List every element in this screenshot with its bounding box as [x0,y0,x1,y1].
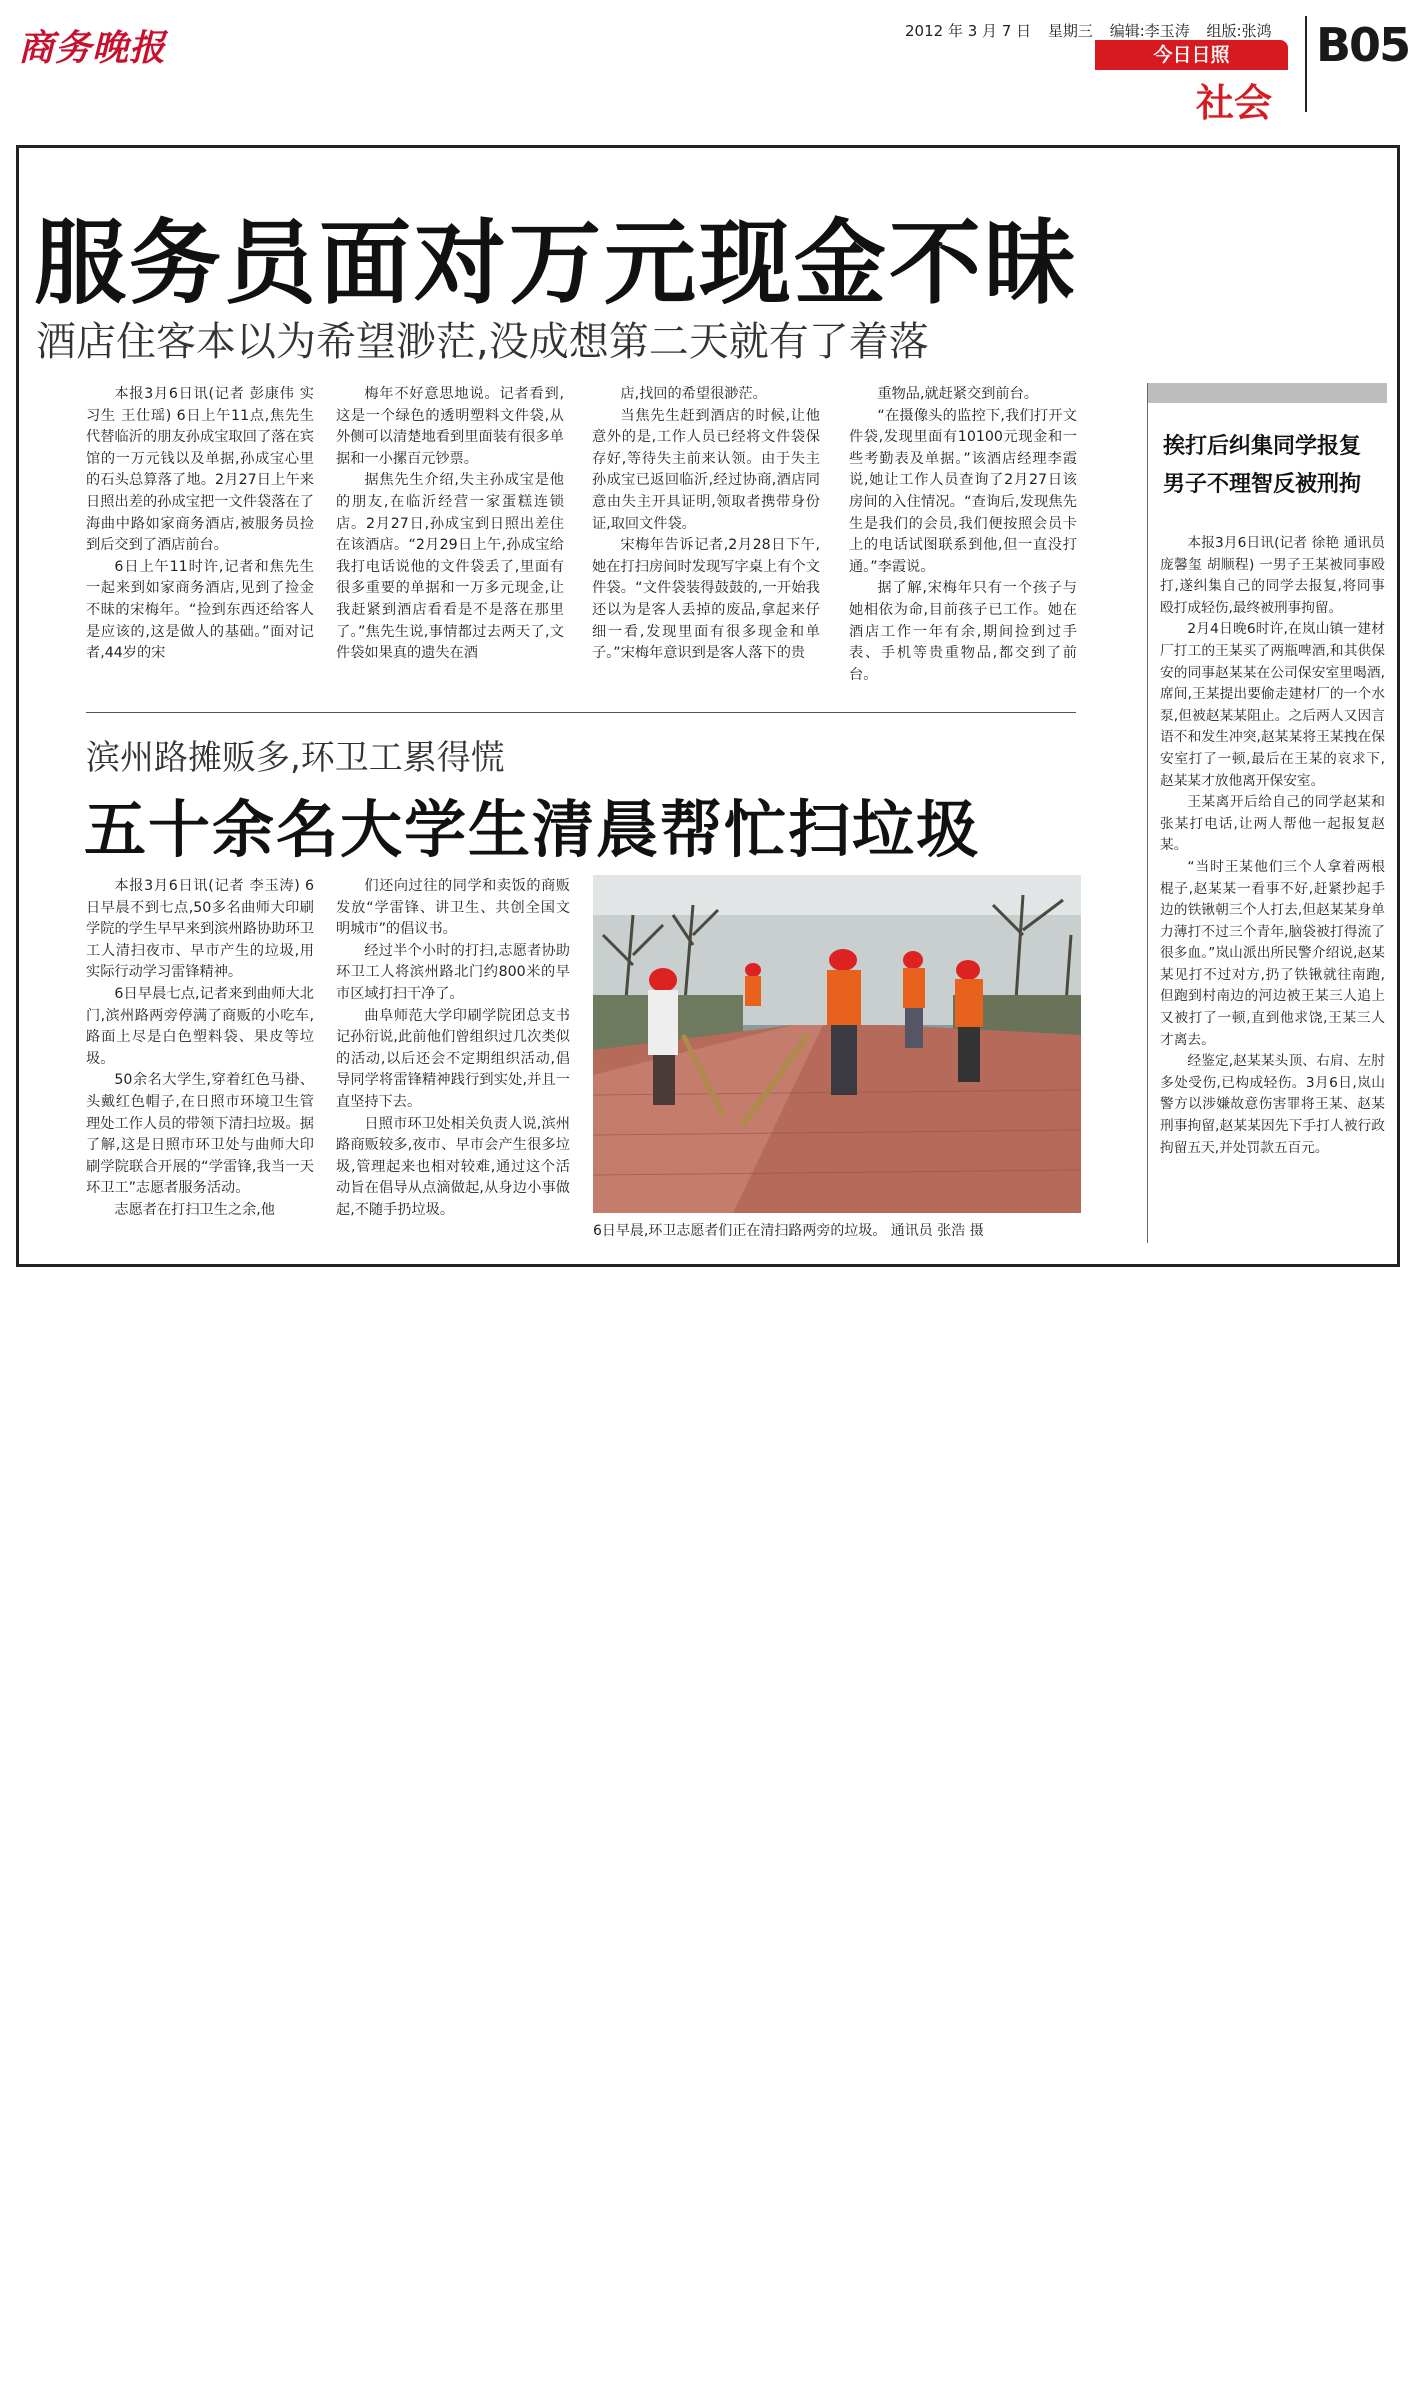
paragraph: 6日早晨七点,记者来到曲师大北门,滨州路两旁停满了商贩的小吃车,路面上尽是白色塑料袋、果皮等垃圾。 [86,985,314,1067]
paragraph: 50余名大学生,穿着红色马褂、头戴红色帽子,在日照市环境卫生管理处工作人员的带领下清扫垃圾。据了解,这是日照市环卫处与曲师大印刷学院联合开展的“学雷锋,我当一天环卫工”志愿者服务活动。 [86,1072,314,1197]
story2-column-1 [86,876,314,1222]
page-number: B05 [1316,18,1410,72]
sidebar-headline-line-1: 挨打后纠集同学报复 [1163,434,1362,459]
paragraph: 当焦先生赶到酒店的时候,让他意外的是,工作人员已经将文件袋保存好,等待失主前来认领。由于失主孙成宝已返回临沂,经过协商,酒店同意由失主开具证明,领取者携带身份证,取回文件袋。 [592,407,820,532]
layout-credit: 组版:张鸿 [1206,22,1272,40]
section-title: 社会 [1196,81,1273,125]
paragraph: 本报3月6日讯(记者 徐艳 通讯员 庞馨玺 胡顺程) 一男子王某被同事殴打,遂纠集自己的同学去报复,将同事殴打成轻伤,最终被刑事拘留。 [1160,535,1385,616]
story2-headline: 五十余名大学生清晨帮忙扫垃圾 [84,793,981,866]
paragraph: 经过半个小时的打扫,志愿者协助环卫工人将滨州路北门约800米的早市区域打扫干净了。 [336,942,570,1002]
story-divider [86,712,1076,713]
sidebar-headline-line-2: 男子不理智反被刑拘 [1163,472,1362,497]
sidebar-body [1160,533,1385,1159]
newspaper-logo: 商务晚报 [18,27,167,69]
masthead-divider [1305,16,1307,112]
story1-column-2 [336,384,564,665]
paragraph: 们还向过往的同学和卖饭的商贩发放“学雷锋、讲卫生、共创全国文明城市”的倡议书。 [336,878,570,938]
paragraph: 本报3月6日讯(记者 彭康伟 实习生 王仕瑶) 6日上午11点,焦先生代替临沂的朋友孙成宝取回了落在宾馆的一万元钱以及单据,孙成宝心里的石头总算落了地。2月27日上午来日照出差的孙成宝把一文件袋落在了海曲中路如家商务酒店,被服务员捡到后交到了酒店前台。 [86,386,314,554]
paragraph: 曲阜师范大学印刷学院团总支书记孙衍说,此前他们曾组织过几次类似的活动,以后还会不定期组织活动,倡导同学将雷锋精神践行到实处,并且一直坚持下去。 [336,1007,570,1110]
volunteers-sweeping-photo [593,875,1081,1213]
paragraph: 据了解,宋梅年只有一个孩子与她相依为命,目前孩子已工作。她在酒店工作一年有余,期间捡到过手表、手机等贵重物品,都交到了前台。 [849,580,1077,683]
issue-weekday: 星期三 [1047,22,1093,40]
paragraph: 本报3月6日讯(记者 李玉涛) 6日早晨不到七点,50多名曲师大印刷学院的学生早早来到滨州路协助环卫工人清扫夜市、早市产生的垃圾,用实际行动学习雷锋精神。 [86,878,314,981]
sidebar-header-bar [1147,383,1387,403]
editor-credit: 编辑:李玉涛 [1109,22,1190,40]
paragraph: “当时王某他们三个人拿着两根棍子,赵某某一看事不好,赶紧抄起手边的铁锹朝三个人打去,但赵某某身单力薄打不过三个青年,脑袋被打得流了很多血。”岚山派出所民警介绍说,赵某某见打不过对方,扔了铁锹就往南跑,但跑到村南边的河边被王某三人追上又被打了一顿,直到他求饶,王某三人才离去。 [1160,858,1385,1048]
paragraph: 据焦先生介绍,失主孙成宝是他的朋友,在临沂经营一家蛋糕连锁店。2月27日,孙成宝到日照出差住在该酒店。“2月29日上午,孙成宝给我打电话说他的文件袋丢了,里面有很多重要的单据和一万多元现金,让我赶紧到酒店看看是不是落在那里了。”焦先生说,事情都过去两天了,文件袋如果真的遗失在酒 [336,472,564,662]
sidebar-divider [1147,383,1148,1243]
paragraph: 店,找回的希望很渺茫。 [620,386,767,402]
paragraph: 王某离开后给自己的同学赵某和张某打电话,让两人帮他一起报复赵某。 [1160,794,1385,854]
story2-column-2 [336,876,570,1222]
paragraph: 重物品,就赶紧交到前台。 [877,386,1038,402]
paragraph: 志愿者在打扫卫生之余,他 [114,1201,275,1218]
story2-kicker: 滨州路摊贩多,环卫工累得慌 [86,738,505,778]
sidebar-headline [1163,428,1361,504]
paragraph: 宋梅年告诉记者,2月28日下午,她在打扫房间时发现写字桌上有个文件袋。“文件袋装得鼓鼓的,一开始我还以为是客人丢掉的废品,拿起来仔细一看,发现里面有很多现金和单子。”宋梅年意识到是客人落下的贵 [592,537,820,662]
story1-subhead: 酒店住客本以为希望渺茫,没成想第二天就有了着落 [36,319,929,365]
paragraph: 2月4日晚6时许,在岚山镇一建材厂打工的王某买了两瓶啤酒,和其供保安的同事赵某某在公司保安室里喝酒,席间,王某提出要偷走建材厂的一个水泵,但被赵某某阻止。之后两人又因言语不和发生冲突,赵某某将王某拽在保安室打了一顿,最后在王某的哀求下,赵某某才放他离开保安室。 [1160,621,1385,789]
issue-meta [905,20,1284,41]
paragraph: 日照市环卫处相关负责人说,滨州路商贩较多,夜市、早市会产生很多垃圾,管理起来也相对较难,通过这个活动旨在倡导从点滴做起,从身边小事做起,不随手扔垃圾。 [336,1115,570,1218]
region-tab: 今日日照 [1095,40,1288,70]
paragraph: “在摄像头的监控下,我们打开文件袋,发现里面有10100元现金和一些考勤表及单据。”该酒店经理李霞说,她让工作人员查询了2月27日该房间的入住情况。“查询后,发现焦先生是我们的会员,我们便按照会员卡上的电话试图联系到他,但一直没打通。”李霞说。 [849,407,1077,575]
issue-date: 2012 年 3 月 7 日 [905,22,1032,40]
story1-headline: 服务员面对万元现金不昧 [34,210,1080,317]
story1-column-1 [86,384,314,665]
story1-column-4 [849,384,1077,686]
paragraph: 经鉴定,赵某某头顶、右肩、左肘多处受伤,已构成轻伤。3月6日,岚山警方以涉嫌故意伤害罪将王某、赵某刑事拘留,赵某某因先下手打人被行政拘留五天,并处罚款五百元。 [1160,1053,1385,1156]
photo-caption: 6日早晨,环卫志愿者们正在清扫路两旁的垃圾。 通讯员 张浩 摄 [593,1223,984,1239]
paragraph: 6日上午11时许,记者和焦先生一起来到如家商务酒店,见到了捡金不昧的宋梅年。“捡到东西还给客人是应该的,这是做人的基础。”面对记者,44岁的宋 [86,558,314,662]
story1-column-3 [592,384,820,665]
paragraph: 梅年不好意思地说。记者看到,这是一个绿色的透明塑料文件袋,从外侧可以清楚地看到里面装有很多单据和一小摞百元钞票。 [336,386,564,467]
